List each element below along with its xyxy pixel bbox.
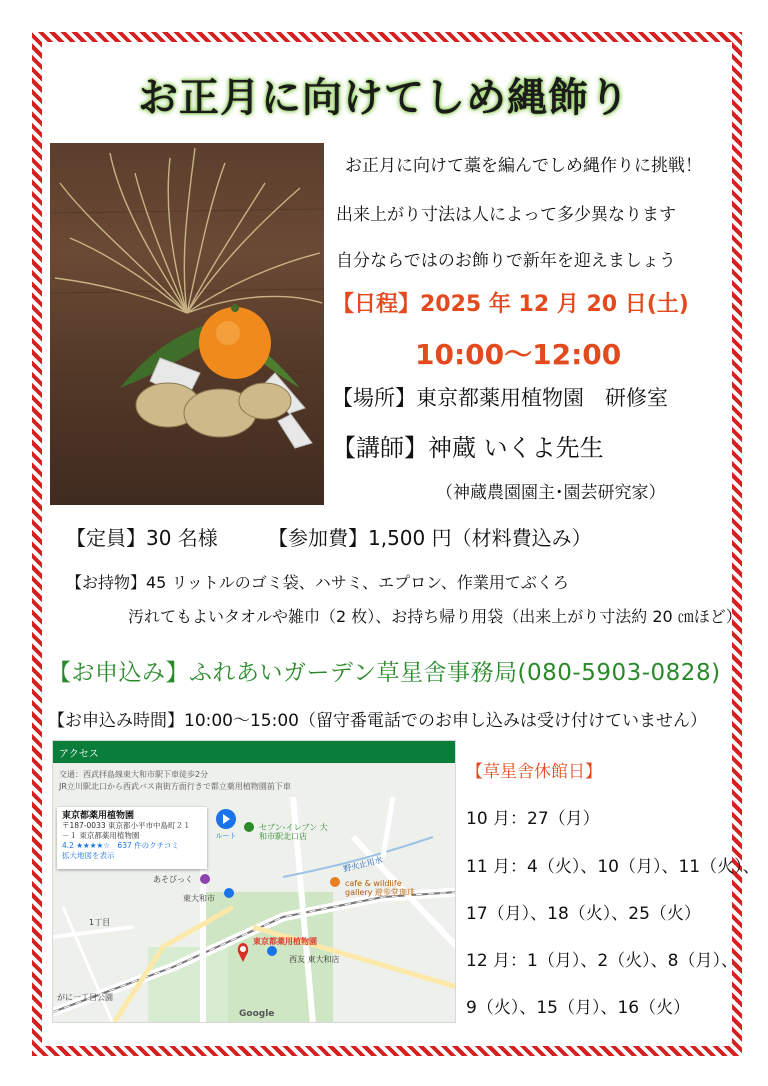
map-label-seiyu: 西友 東大和店: [289, 955, 340, 964]
map-label-river: 野火止用水: [342, 855, 384, 874]
page-title: お正月に向けてしめ縄飾り: [138, 75, 630, 121]
shimenawa-photo: [50, 143, 324, 505]
route-label: ルート: [215, 832, 237, 840]
place-card[interactable]: [57, 807, 207, 869]
closed-line-1: 10 月：27（月）: [466, 809, 600, 829]
access-line-1: 交通：西武拝島線東大和市駅下車徒歩2分: [59, 770, 209, 779]
map-header: アクセス: [53, 741, 455, 763]
application-contact: 【お申込み】ふれあいガーデン草星舎事務局(080-5903-0828): [48, 660, 721, 686]
place-address-1: 〒187-0033 東京都小平市中島町２１: [62, 821, 191, 830]
schedule-date: 【日程】2025 年 12 月 20 日(土): [332, 292, 689, 317]
intro-line-3: 自分ならではのお飾りで新年を迎えましょう: [336, 251, 676, 271]
instructor: 【講師】神蔵 いくよ先生: [332, 434, 604, 462]
map-label-asobi: あそびっく: [153, 875, 193, 884]
capacity: 【定員】30 名様: [66, 526, 218, 550]
belongings-line-2: 汚れてもよいタオルや雑巾（2 枚）、お持ち帰り用袋（出来上がり寸法約 20 ㎝ほど）: [128, 607, 742, 626]
belongings-line-1: 【お持物】45 リットルのゴミ袋、ハサミ、エプロン、作業用てぶくろ: [66, 573, 569, 592]
access-map[interactable]: [52, 740, 456, 1023]
shimenawa-illustration: [50, 143, 324, 505]
venue: 【場所】東京都薬用植物園 研修室: [332, 386, 668, 410]
place-name: 東京都薬用植物園: [62, 811, 135, 821]
closed-line-2: 11 月：4（火）、10（月）、11（火）、: [466, 857, 760, 877]
intro-line-2: 出来上がり寸法は人によって多少異なります: [336, 205, 676, 225]
intro-line-1: お正月に向けて藁を編んでしめ縄作りに挑戦！: [345, 156, 702, 176]
place-address-2: －１ 東京都薬用植物園: [62, 831, 140, 840]
google-logo: Google: [239, 1009, 275, 1019]
closed-line-3: 17（月）、18（火）、25（火）: [466, 904, 701, 924]
directions-icon: [216, 809, 236, 829]
place-rating[interactable]: 4.2 ★★★★☆ 637 件のクチコミ: [62, 841, 179, 850]
closed-days-title: 【草星舎休館日】: [466, 762, 602, 782]
map-label-chome: 1丁目: [89, 918, 111, 927]
map-label-cafe: cafe & wildlife gallery 遊歩堂珈琲: [345, 879, 415, 897]
access-info: [59, 769, 291, 793]
map-label-station: 東大和市: [183, 894, 215, 903]
route-button[interactable]: [211, 809, 241, 843]
instructor-profile: （神蔵農園園主･園芸研究家）: [436, 483, 666, 503]
application-hours: 【お申込み時間】10:00～15:00（留守番電話でのお申し込みは受け付けていません）: [48, 711, 707, 731]
map-label-garden[interactable]: 東京都薬用植物園: [253, 937, 317, 946]
access-line-2: JR立川駅北口から西武バス南街方面行きで都立薬用植物園前下車: [59, 782, 291, 791]
enlarge-map-link[interactable]: 拡大地図を表示: [62, 851, 115, 860]
closed-line-5: 9（火）、15（月）、16（火）: [466, 998, 691, 1018]
map-label-seven: セブン-イレブン 大和市駅北口店: [259, 823, 328, 841]
closed-line-4: 12 月：1（月）、2（火）、8（月）、: [466, 951, 738, 971]
map-label-park: がに一丁目公園: [57, 993, 113, 1002]
participation-fee: 【参加費】1,500 円（材料費込み）: [268, 526, 592, 550]
schedule-time: 10:00～12:00: [415, 338, 622, 371]
